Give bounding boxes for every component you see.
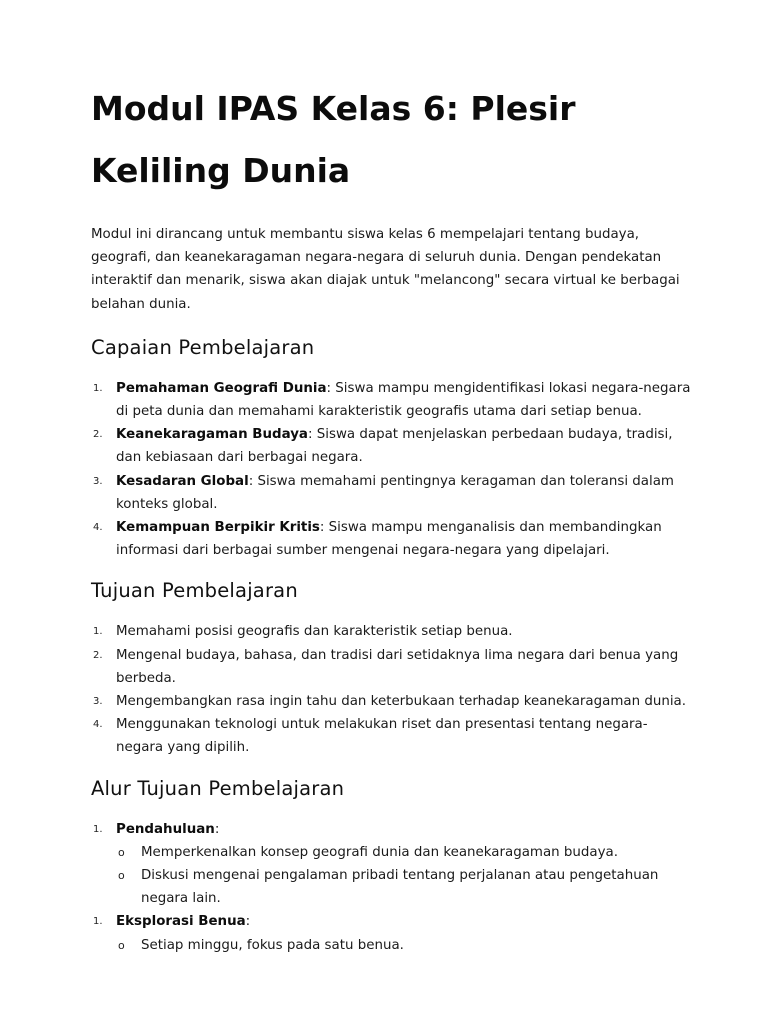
item-term: Kesadaran Global xyxy=(116,473,249,489)
list-item xyxy=(91,713,691,759)
item-text: : Siswa dapat menjelaskan perbedaan budaya, tradisi, dan kebiasaan dari berbagai negara. xyxy=(116,427,673,466)
list-item xyxy=(91,470,691,516)
sub-list-item xyxy=(116,841,691,864)
sub-item-text: Diskusi mengenai pengalaman pribadi tentang perjalanan atau pengetahuan negara lain. xyxy=(141,868,659,907)
sub-list xyxy=(116,934,691,957)
list-marker: 3. xyxy=(93,475,103,487)
item-text: : Siswa mampu mengidentifikasi lokasi negara-negara di peta dunia dan memahami karakteristik geografis utama dari setiap benua. xyxy=(116,380,691,420)
item-term: Pemahaman Geografi Dunia xyxy=(116,380,327,396)
item-term: Eksplorasi Benua xyxy=(116,914,246,930)
item-text: Memahami posisi geografis dan karakteristik setiap benua. xyxy=(116,624,513,640)
item-term: Kemampuan Berpikir Kritis xyxy=(116,520,320,536)
document-title: Modul IPAS Kelas 6: Plesir Keliling Dunia xyxy=(91,89,576,190)
list-marker: 4. xyxy=(93,522,103,534)
bullet-marker: o xyxy=(118,938,125,952)
tujuan-list xyxy=(91,620,691,759)
section-heading-capaian: Capaian Pembelajaran xyxy=(91,335,315,359)
item-text: : xyxy=(214,821,220,837)
list-item xyxy=(91,644,691,690)
intro-paragraph: Modul ini dirancang untuk membantu siswa kelas 6 mempelajari tentang budaya, geografi, dan keanekaragaman negara-negara di seluruh dunia. Dengan pendekatan interaktif dan menarik, siswa akan diajak untuk "melancong" secara virtual ke berbagai belahan dunia. xyxy=(91,227,680,312)
section-heading-alur: Alur Tujuan Pembelajaran xyxy=(91,776,345,800)
item-text: Menggunakan teknologi untuk melakukan riset dan presentasi tentang negara-negara yang dipilih. xyxy=(116,717,648,756)
sub-item-text: Setiap minggu, fokus pada satu benua. xyxy=(141,937,404,953)
list-marker: 1. xyxy=(93,382,103,394)
list-marker: 1. xyxy=(93,916,103,928)
document-page xyxy=(91,78,691,957)
item-text: Mengembangkan rasa ingin tahu dan keterbukaan terhadap keanekaragaman dunia. xyxy=(116,694,686,710)
list-marker: 1. xyxy=(93,626,103,638)
item-text: : xyxy=(245,914,251,930)
list-marker: 1. xyxy=(93,823,103,835)
list-marker: 2. xyxy=(93,429,103,441)
list-marker: 3. xyxy=(93,696,103,708)
bullet-marker: o xyxy=(118,845,125,859)
sub-item-text: Memperkenalkan konsep geografi dunia dan keanekaragaman budaya. xyxy=(141,844,619,860)
list-item xyxy=(91,516,691,562)
capaian-list xyxy=(91,377,691,563)
list-item xyxy=(91,377,691,423)
list-item xyxy=(91,423,691,469)
item-text: : Siswa mampu menganalisis dan membandingkan informasi dari berbagai sumber mengenai negara-negara yang dipelajari. xyxy=(116,520,662,559)
list-marker: 2. xyxy=(93,649,103,661)
item-term: Pendahuluan xyxy=(116,821,215,837)
list-item xyxy=(91,910,691,956)
bullet-marker: o xyxy=(118,869,125,883)
list-item xyxy=(91,620,691,643)
sub-list-item xyxy=(116,934,691,957)
sub-list xyxy=(116,841,691,911)
section-heading-tujuan: Tujuan Pembelajaran xyxy=(91,579,298,603)
list-item xyxy=(91,690,691,713)
alur-list xyxy=(91,818,691,957)
item-text: Mengenal budaya, bahasa, dan tradisi dari setidaknya lima negara dari benua yang berbeda. xyxy=(116,647,679,686)
sub-list-item xyxy=(116,864,691,910)
list-item xyxy=(91,818,691,911)
list-marker: 4. xyxy=(93,719,103,731)
item-text: : Siswa memahami pentingnya keragaman dan toleransi dalam konteks global. xyxy=(116,473,674,512)
item-term: Keanekaragaman Budaya xyxy=(116,427,308,443)
